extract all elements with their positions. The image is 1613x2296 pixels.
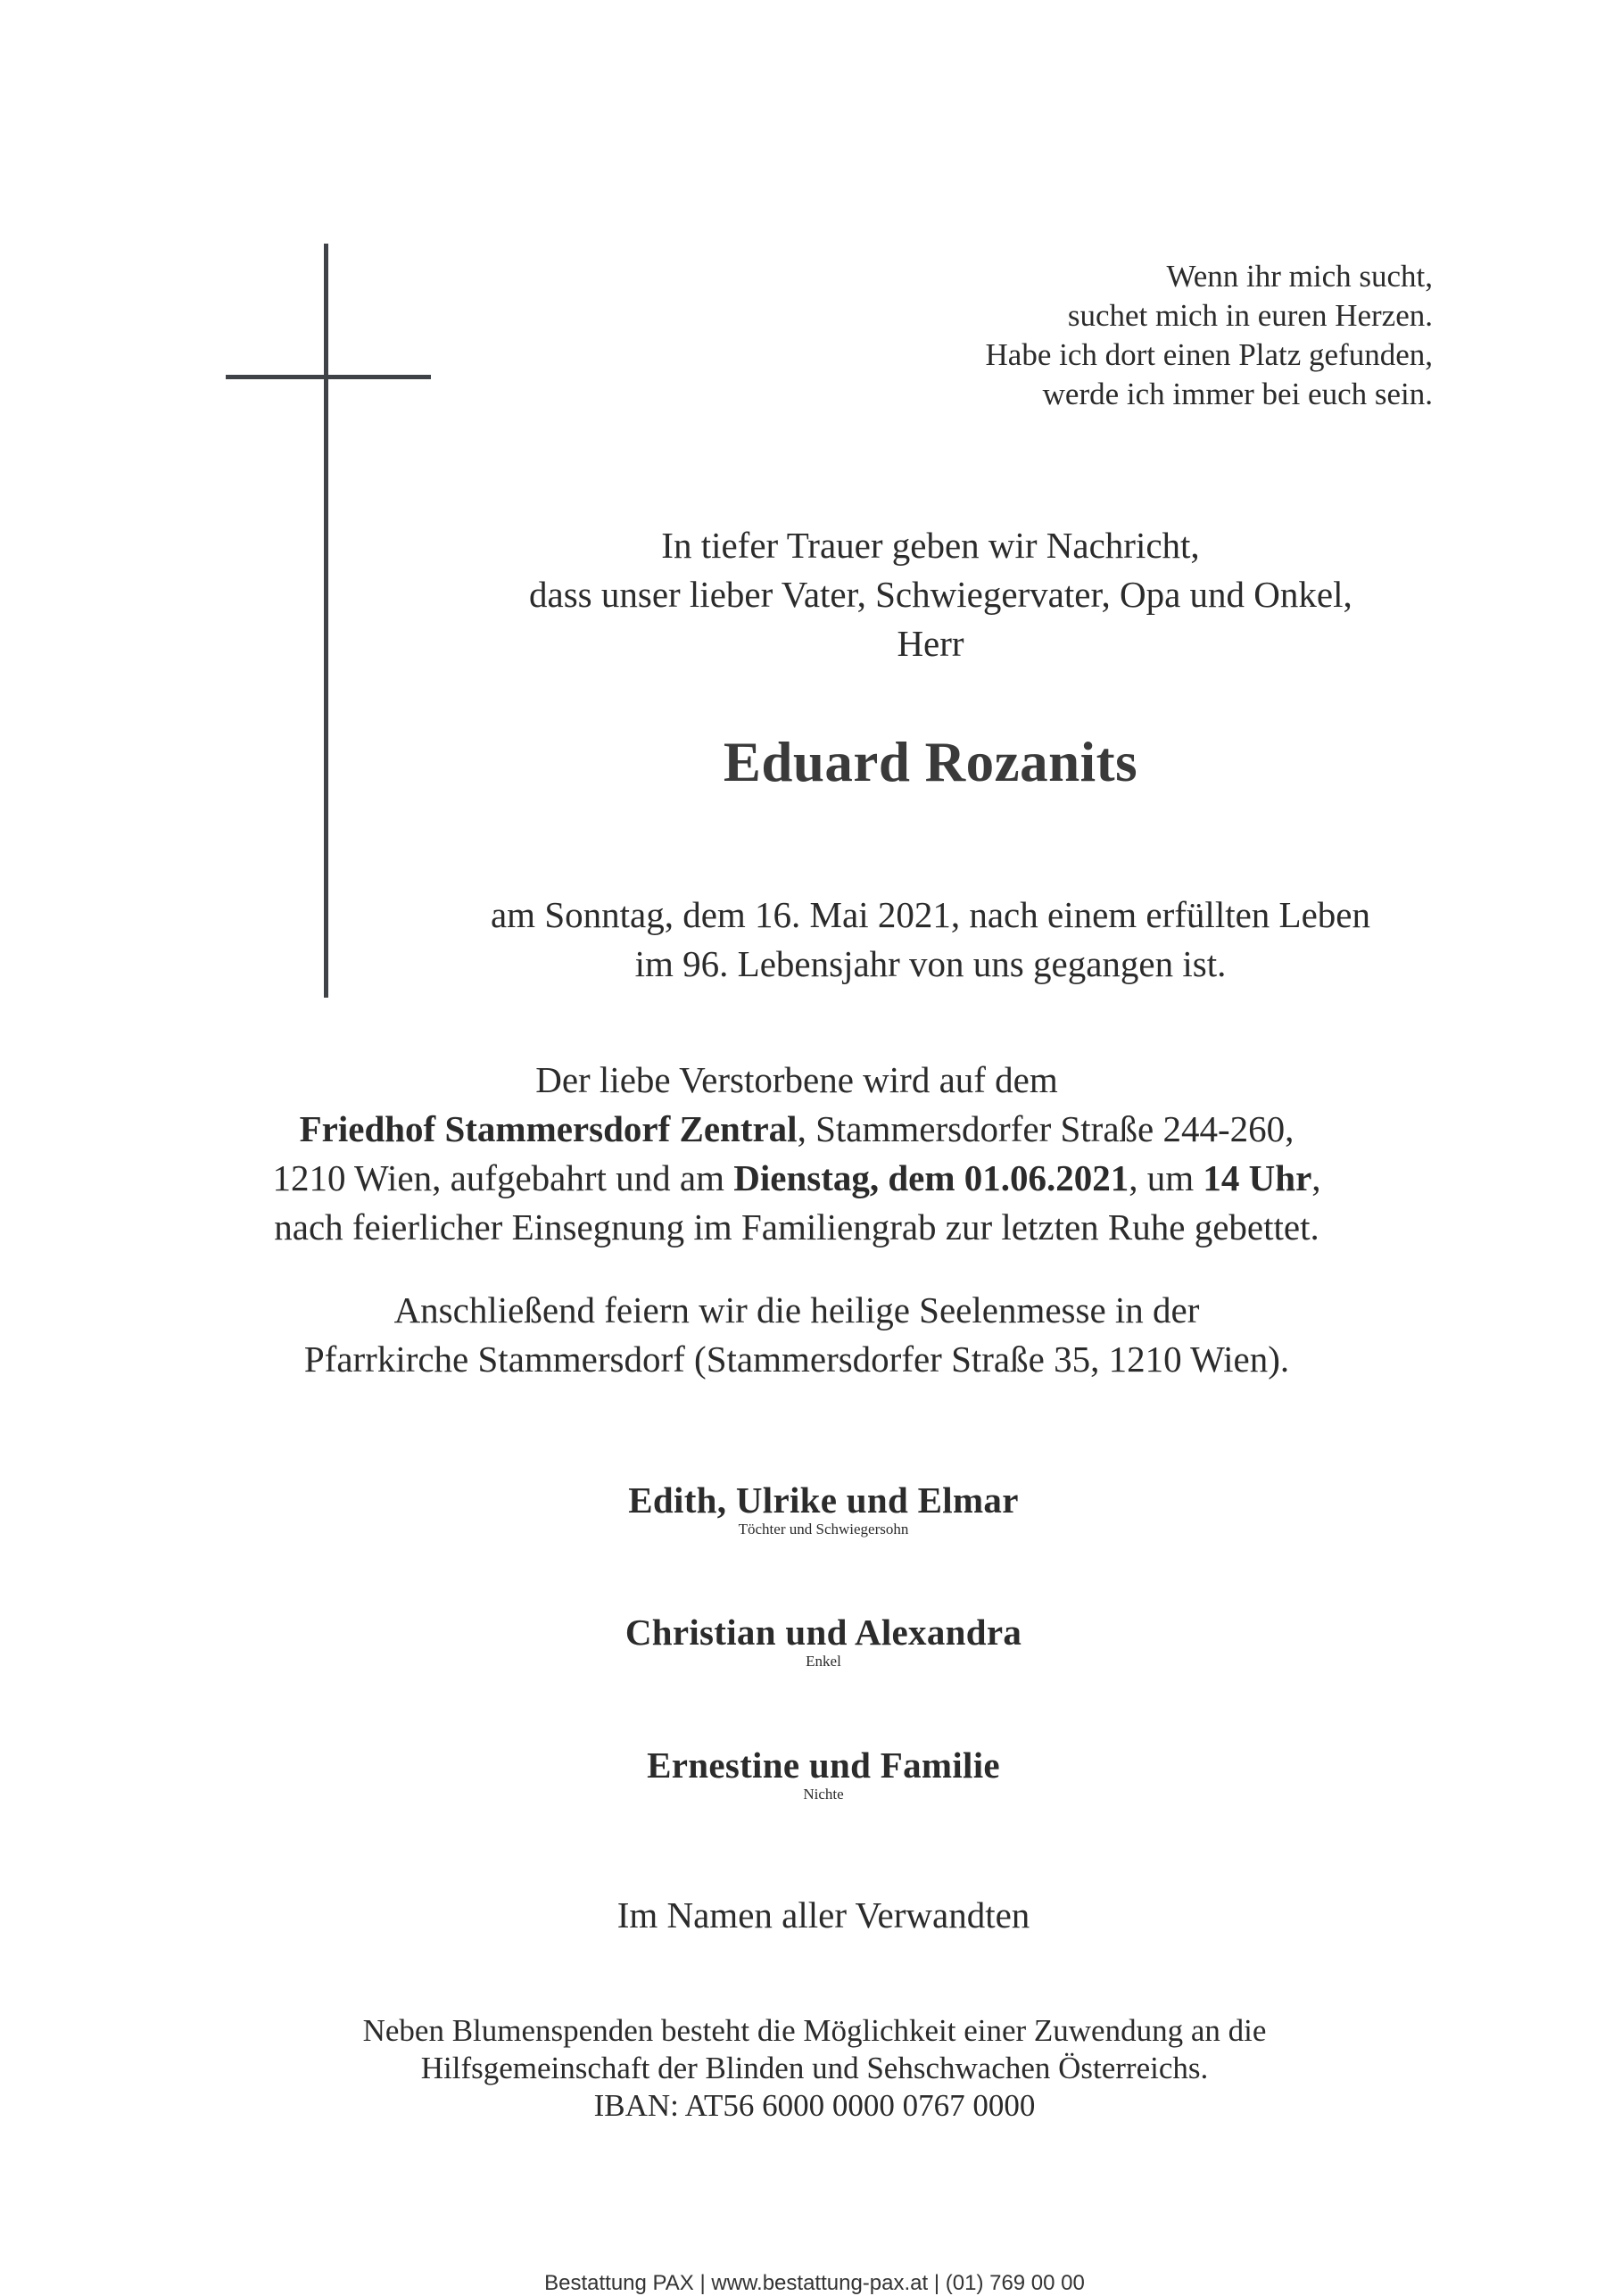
- motto-verse: [808, 257, 1433, 414]
- intro-line: dass unser lieber Vater, Schwiegervater, Opa und Onkel,: [529, 574, 1352, 615]
- donation-iban: IBAN: AT56 6000 0000 0767 0000: [593, 2088, 1036, 2123]
- funeral-details: [261, 1056, 1332, 1252]
- funeral-text: 1210 Wien, aufgebahrt und am: [272, 1157, 734, 1198]
- mourner-names: Ernestine und Familie: [647, 1745, 1000, 1786]
- funeral-line: nach feierlicher Einsegnung im Familiengrab zur letzten Ruhe gebettet.: [274, 1206, 1319, 1247]
- cross-icon-horizontal: [226, 375, 431, 379]
- mourner-relation: Nichte: [803, 1786, 844, 1803]
- funeral-date: Dienstag, dem 01.06.2021: [733, 1157, 1129, 1198]
- death-line: am Sonntag, dem 16. Mai 2021, nach einem erfüllten Leben: [490, 894, 1370, 935]
- footer: [261, 2271, 1368, 2296]
- motto-line: Habe ich dort einen Platz gefunden,: [985, 337, 1433, 372]
- funeral-line: [261, 1105, 1332, 1154]
- mourner-relation: Töchter und Schwiegersohn: [738, 1521, 909, 1538]
- footer-separator: |: [933, 2271, 940, 2295]
- cross-icon-vertical: [324, 244, 328, 998]
- intro-line: In tiefer Trauer geben wir Nachricht,: [661, 525, 1200, 566]
- cemetery-name: Friedhof Stammersdorf Zentral: [299, 1108, 798, 1149]
- mass-line: Pfarrkirche Stammersdorf (Stammersdorfer Straße 35, 1210 Wien).: [303, 1339, 1290, 1380]
- funeral-line: [261, 1154, 1332, 1203]
- mass-details: [261, 1286, 1332, 1384]
- mourner-group: [529, 1480, 1118, 1538]
- donation-line: Hilfsgemeinschaft der Blinden und Sehschwachen Österreichs.: [420, 2051, 1209, 2085]
- footer-phone: (01) 769 00 00: [945, 2271, 1085, 2295]
- mourner-group: [529, 1612, 1118, 1670]
- funeral-line: Der liebe Verstorbene wird auf dem: [535, 1059, 1058, 1100]
- cemetery-address: , Stammersdorfer Straße 244-260,: [797, 1108, 1295, 1149]
- funeral-text: ,: [1311, 1157, 1321, 1198]
- motto-line: suchet mich in euren Herzen.: [1067, 298, 1433, 333]
- donation-note: [261, 2012, 1368, 2125]
- motto-line: werde ich immer bei euch sein.: [1042, 377, 1433, 411]
- mourner-relation: Enkel: [806, 1653, 841, 1670]
- funeral-text: , um: [1129, 1157, 1204, 1198]
- death-notice: [440, 891, 1421, 989]
- mourner-group: [529, 1745, 1118, 1803]
- mourner-names: Christian und Alexandra: [625, 1612, 1022, 1653]
- motto-line: Wenn ihr mich sucht,: [1166, 259, 1433, 294]
- closing-line: Im Namen aller Verwandten: [616, 1894, 1030, 1935]
- deceased-name: Eduard Rozanits: [723, 731, 1138, 793]
- death-line: im 96. Lebensjahr von uns gegangen ist.: [634, 943, 1227, 984]
- funeral-time: 14 Uhr: [1203, 1157, 1312, 1198]
- footer-company: Bestattung PAX: [544, 2271, 694, 2295]
- mass-line: Anschließend feiern wir die heilige Seelenmesse in der: [393, 1289, 1200, 1330]
- intro-line: Herr: [897, 623, 964, 664]
- footer-website: www.bestattung-pax.at: [711, 2271, 929, 2295]
- donation-line: Neben Blumenspenden besteht die Möglichkeit einer Zuwendung an die: [362, 2013, 1267, 2048]
- mourner-names: Edith, Ulrike und Elmar: [628, 1480, 1019, 1521]
- intro-text: [529, 521, 1352, 668]
- footer-separator: |: [699, 2271, 706, 2295]
